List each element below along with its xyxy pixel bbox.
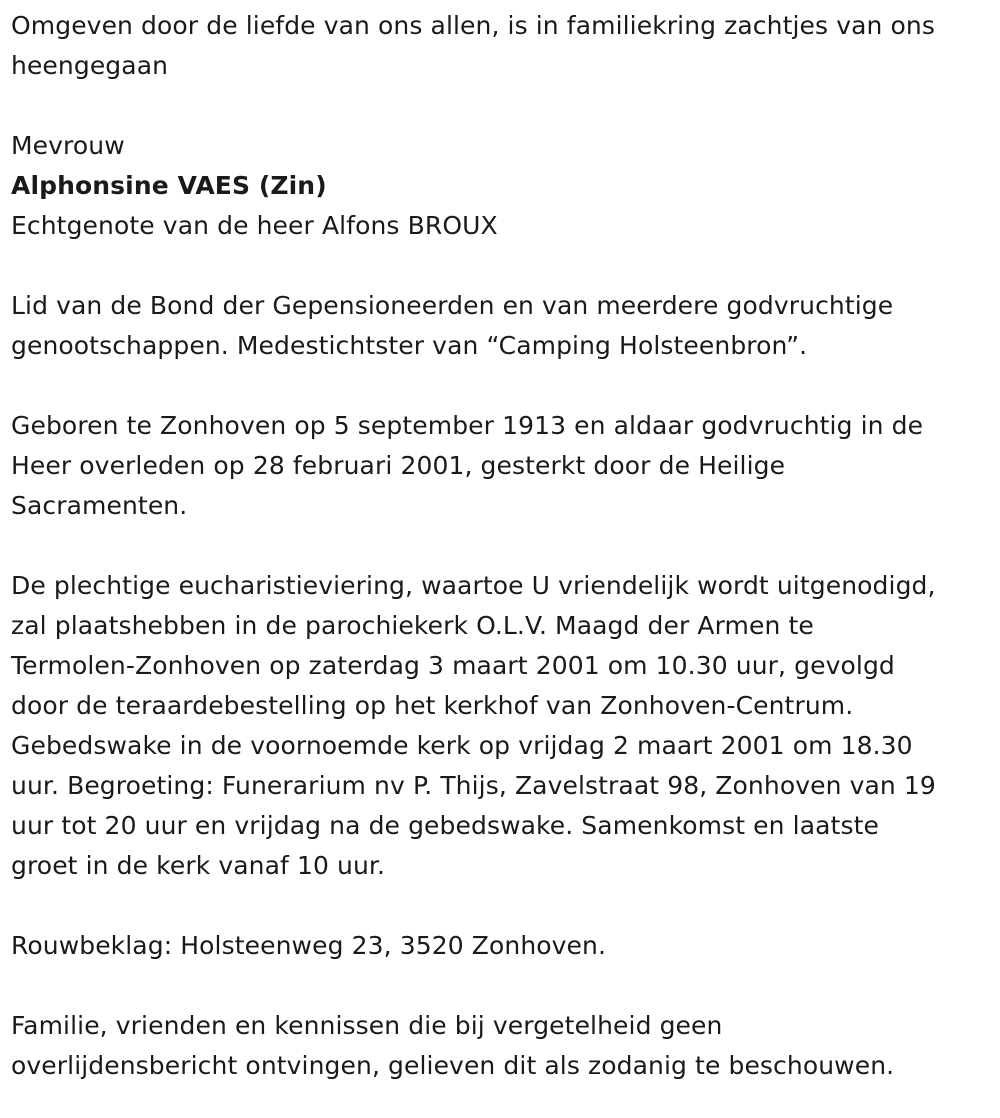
death-notice: [11, 6, 996, 1086]
deceased-name: Alphonsine VAES (Zin): [11, 171, 327, 200]
ceremony-text: De plechtige eucharistieviering, waartoe U vriendelijk wordt uitgenodigd, zal plaatshebben in de parochiekerk O.L.V. Maagd der Armen te Termolen-Zonhoven op zaterdag 3 maart 2001 om 10.30 uur, gevolgd door de teraardebestelling op het kerkhof van Zonhoven-Centrum. Gebedswake in de voornoemde kerk op vrijdag 2 maart 2001 om 18.30 uur. Begroeting: Funerarium nv P. Thijs, Zavelstraat 98, Zonhoven van 19 uur tot 20 uur en vrijdag na de gebedswake. Samenkomst en laatste groet in de kerk vanaf 10 uur.: [11, 571, 936, 880]
spacer: [11, 86, 996, 126]
life-text: Geboren te Zonhoven op 5 september 1913 en aldaar godvruchtig in de Heer overleden op 28 februari 2001, gesterkt door de Heilige Sacramenten.: [11, 411, 924, 520]
spacer: [11, 886, 996, 926]
spouse-line: Echtgenote van de heer Alfons BROUX: [11, 211, 498, 240]
salutation: Mevrouw: [11, 131, 125, 160]
condolences-address: Rouwbeklag: Holsteenweg 23, 3520 Zonhoven.: [11, 931, 607, 960]
spacer: [11, 526, 996, 566]
intro-text: Omgeven door de liefde van ons allen, is in familiekring zachtjes van ons heengegaan: [11, 11, 935, 80]
spacer: [11, 366, 996, 406]
membership-text: Lid van de Bond der Gepensioneerden en van meerdere godvruchtige genootschappen. Medestichtster van “Camping Holsteenbron”.: [11, 291, 894, 360]
closing-text: Familie, vrienden en kennissen die bij vergetelheid geen overlijdensbericht ontvingen, gelieven dit als zodanig te beschouwen.: [11, 1011, 895, 1080]
spacer: [11, 246, 996, 286]
spacer: [11, 966, 996, 1006]
